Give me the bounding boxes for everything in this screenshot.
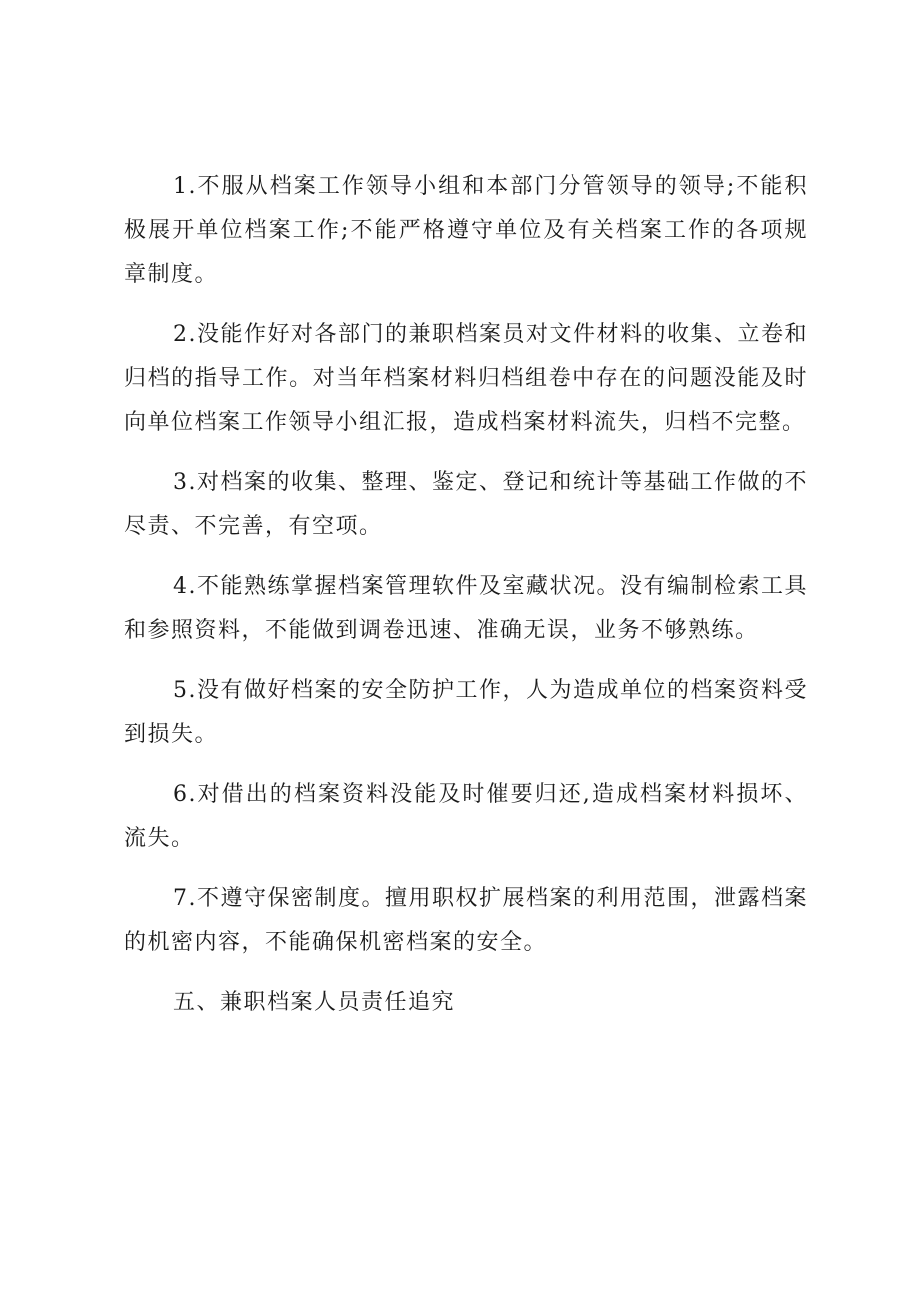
paragraph-item-2: 2.没能作好对各部门的兼职档案员对文件材料的收集、立卷和归档的指导工作。对当年档案材料归档组卷中存在的问题没能及时向单位档案工作领导小组汇报，造成档案材料流失，归档不完整。	[124, 322, 808, 435]
paragraph-item-7: 7.不遵守保密制度。擅用职权扩展档案的利用范围，泄露档案的机密内容，不能确保机密档案的安全。	[124, 886, 808, 955]
paragraph-item-4: 4.不能熟练掌握档案管理软件及室藏状况。没有编制检索工具和参照资料，不能做到调卷迅速、准确无误，业务不够熟练。	[124, 574, 808, 643]
paragraph-item-3: 3.对档案的收集、整理、鉴定、登记和统计等基础工作做的不尽责、不完善，有空项。	[124, 470, 808, 539]
document-body	[124, 165, 808, 1025]
paragraph-item-6: 6.对借出的档案资料没能及时催要归还,造成档案材料损坏、流失。	[124, 782, 808, 851]
paragraph-item-5: 5.没有做好档案的安全防护工作，人为造成单位的档案资料受到损失。	[124, 678, 808, 747]
paragraph-item-1: 1.不服从档案工作领导小组和本部门分管领导的领导;不能积极展开单位档案工作;不能严格遵守单位及有关档案工作的各项规章制度。	[124, 174, 808, 287]
section-heading: 五、兼职档案人员责任追究	[173, 990, 456, 1015]
